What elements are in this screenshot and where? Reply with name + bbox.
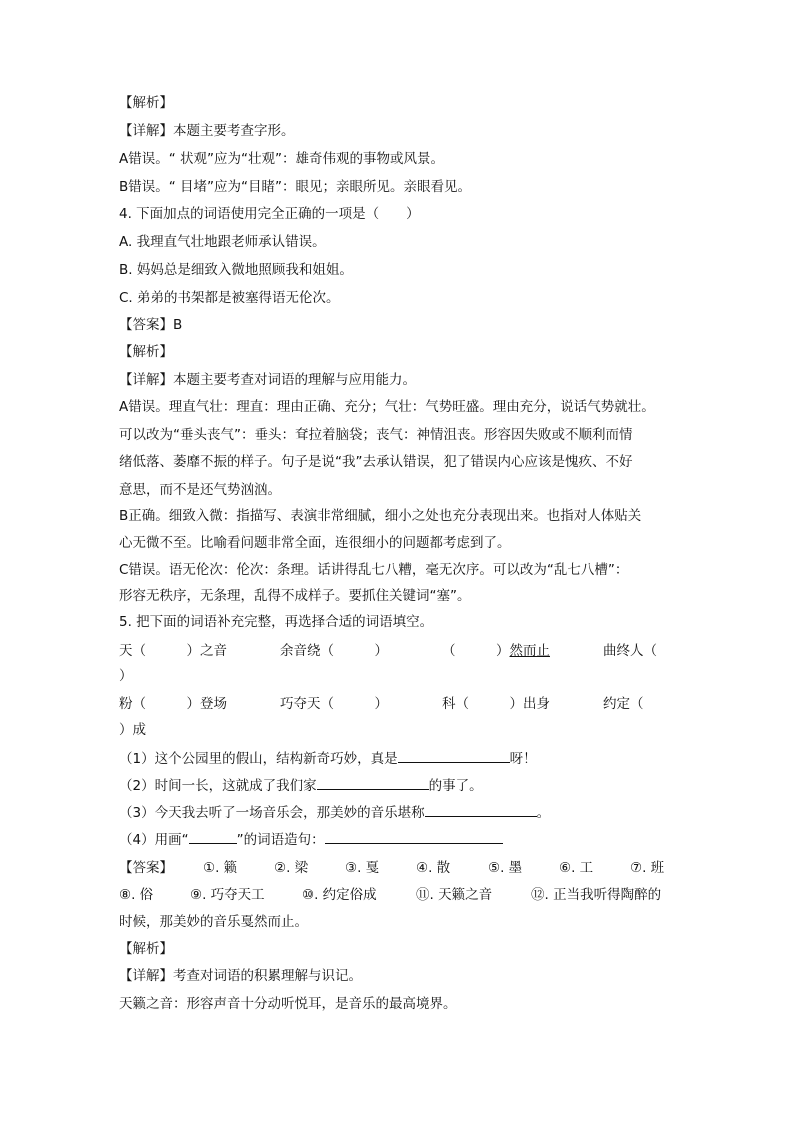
answer-item: ⑤. 墨 bbox=[488, 860, 523, 876]
explanation-line: 心无微不至。比喻看问题非常全面，连很细小的问题都考虑到了。 bbox=[119, 535, 511, 551]
answer-item: ⑩. 约定俗成 bbox=[302, 887, 377, 903]
explanation-line: A错误。理直气壮：理直：理由正确、充分；气壮：气势旺盛。理由充分，说话气势就壮。 bbox=[119, 399, 655, 415]
section-heading-analysis: 【解析】 bbox=[119, 95, 173, 111]
explanation-line: B正确。细致入微：指描写、表演非常细腻，细小之处也充分表现出来。也指对人体贴关 bbox=[119, 508, 642, 524]
question-5-title: 5. 把下面的词语补充完整，再选择合适的词语填空。 bbox=[119, 614, 434, 630]
word-blank-2: 余音绕（ ） bbox=[280, 643, 388, 659]
question-4-title: 4. 下面加点的词语使用完全正确的一项是（ ） bbox=[119, 206, 420, 222]
explanation-line: 形容无秩序，无条理，乱得不成样子。要抓住关键词“塞”。 bbox=[119, 588, 471, 604]
sentence-2-end: 的事了。 bbox=[428, 778, 483, 794]
section-heading-analysis: 【解析】 bbox=[119, 941, 173, 957]
explanation-line: C错误。语无伦次：伦次：条理。话讲得乱七八糟，毫无次序。可以改为“乱七八槽”： bbox=[119, 562, 629, 578]
word-blank-8: 约定（ bbox=[603, 696, 644, 712]
explanation-line: 可以改为“垂头丧气”：垂头：耷拉着脑袋；丧气：神情沮丧。形容因失败或不顺利而情 bbox=[119, 427, 633, 443]
answer-item: ⑧. 俗 bbox=[119, 887, 154, 903]
answer-item: ⑪. 天籁之音 bbox=[416, 887, 493, 903]
explanation-line: 天籁之音：形容声音十分动听悦耳，是音乐的最高境界。 bbox=[119, 996, 457, 1012]
explanation-line: 意思，而不是还气势汹汹。 bbox=[119, 482, 281, 498]
sentence-2-text: （2）时间一长，这就成了我们家 bbox=[119, 778, 317, 794]
answer-continued: 时候，那美妙的音乐戛然而止。 bbox=[119, 914, 308, 930]
sentence-1-text: （1）这个公园里的假山，结构新奇巧妙，真是 bbox=[119, 751, 398, 767]
section-heading-analysis: 【解析】 bbox=[119, 344, 173, 360]
sentence-3 bbox=[119, 802, 550, 824]
word-blank-3 bbox=[442, 640, 550, 662]
underlined-word: 然而止 bbox=[509, 643, 550, 659]
answer-blank bbox=[398, 748, 510, 763]
analysis-option-b: B错误。“ 目堵”应为“目睹”：眼见；亲眼所见。亲眼看见。 bbox=[119, 179, 472, 195]
answer-item: ⑦. 班 bbox=[630, 860, 665, 876]
question-4-option-b: B. 妈妈总是细致入微地照顾我和姐姐。 bbox=[119, 262, 353, 278]
answer-item: ③. 戛 bbox=[345, 860, 380, 876]
word-blank-7: 科（ ）出身 bbox=[442, 696, 550, 712]
word-blank-3-paren: （ ） bbox=[442, 643, 510, 659]
underline-sample bbox=[189, 829, 237, 844]
sentence-1-end: 呀！ bbox=[509, 751, 537, 767]
detail-line: 【详解】本题主要考查字形。 bbox=[119, 123, 295, 139]
word-blank-5: 粉（ ）登场 bbox=[119, 696, 227, 712]
answer-blank bbox=[317, 775, 429, 790]
answer-item: ①. 籁 bbox=[203, 860, 238, 876]
explanation-line: 绪低落、萎靡不振的样子。句子是说“我”去承认错误，犯了错误内心应该是愧疚、不好 bbox=[119, 454, 633, 470]
word-blank-8-continued: ）成 bbox=[119, 722, 146, 738]
sentence-2 bbox=[119, 775, 483, 797]
word-blank-6: 巧夺天（ ） bbox=[280, 696, 388, 712]
answer-blank bbox=[325, 829, 503, 844]
sentence-3-end: 。 bbox=[536, 805, 551, 821]
answer-blank bbox=[425, 802, 537, 817]
answer-item: ⑥. 工 bbox=[559, 860, 594, 876]
answer-label: 【答案】 bbox=[119, 860, 173, 876]
question-4-option-c: C. 弟弟的书架都是被塞得语无伦次。 bbox=[119, 290, 340, 306]
answer-item: ④. 散 bbox=[416, 860, 451, 876]
answer-item: ⑫. 正当我听得陶醉的 bbox=[531, 887, 662, 903]
detail-line: 【详解】本题主要考查对词语的理解与应用能力。 bbox=[119, 372, 416, 388]
sentence-3-text: （3）今天我去听了一场音乐会，那美妙的音乐堪称 bbox=[119, 805, 425, 821]
sentence-1 bbox=[119, 748, 537, 770]
answer-item: ⑨. 巧夺天工 bbox=[190, 887, 265, 903]
sentence-4-text: （4）用画“ bbox=[119, 832, 189, 848]
answer-item: ②. 梁 bbox=[274, 860, 309, 876]
word-blank-4-continued: ） bbox=[119, 668, 133, 684]
analysis-option-a: A错误。“ 状观”应为“壮观”：雄奇伟观的事物或风景。 bbox=[119, 151, 445, 167]
sentence-4 bbox=[119, 829, 503, 851]
word-blank-4: 曲终人（ bbox=[603, 643, 657, 659]
answer-line: 【答案】B bbox=[119, 317, 183, 333]
sentence-4-prompt: ”的词语造句： bbox=[236, 832, 325, 848]
word-blank-1: 天（ ）之音 bbox=[119, 643, 227, 659]
detail-line: 【详解】考查对词语的积累理解与识记。 bbox=[119, 968, 362, 984]
question-4-option-a: A. 我理直气壮地跟老师承认错误。 bbox=[119, 234, 326, 250]
